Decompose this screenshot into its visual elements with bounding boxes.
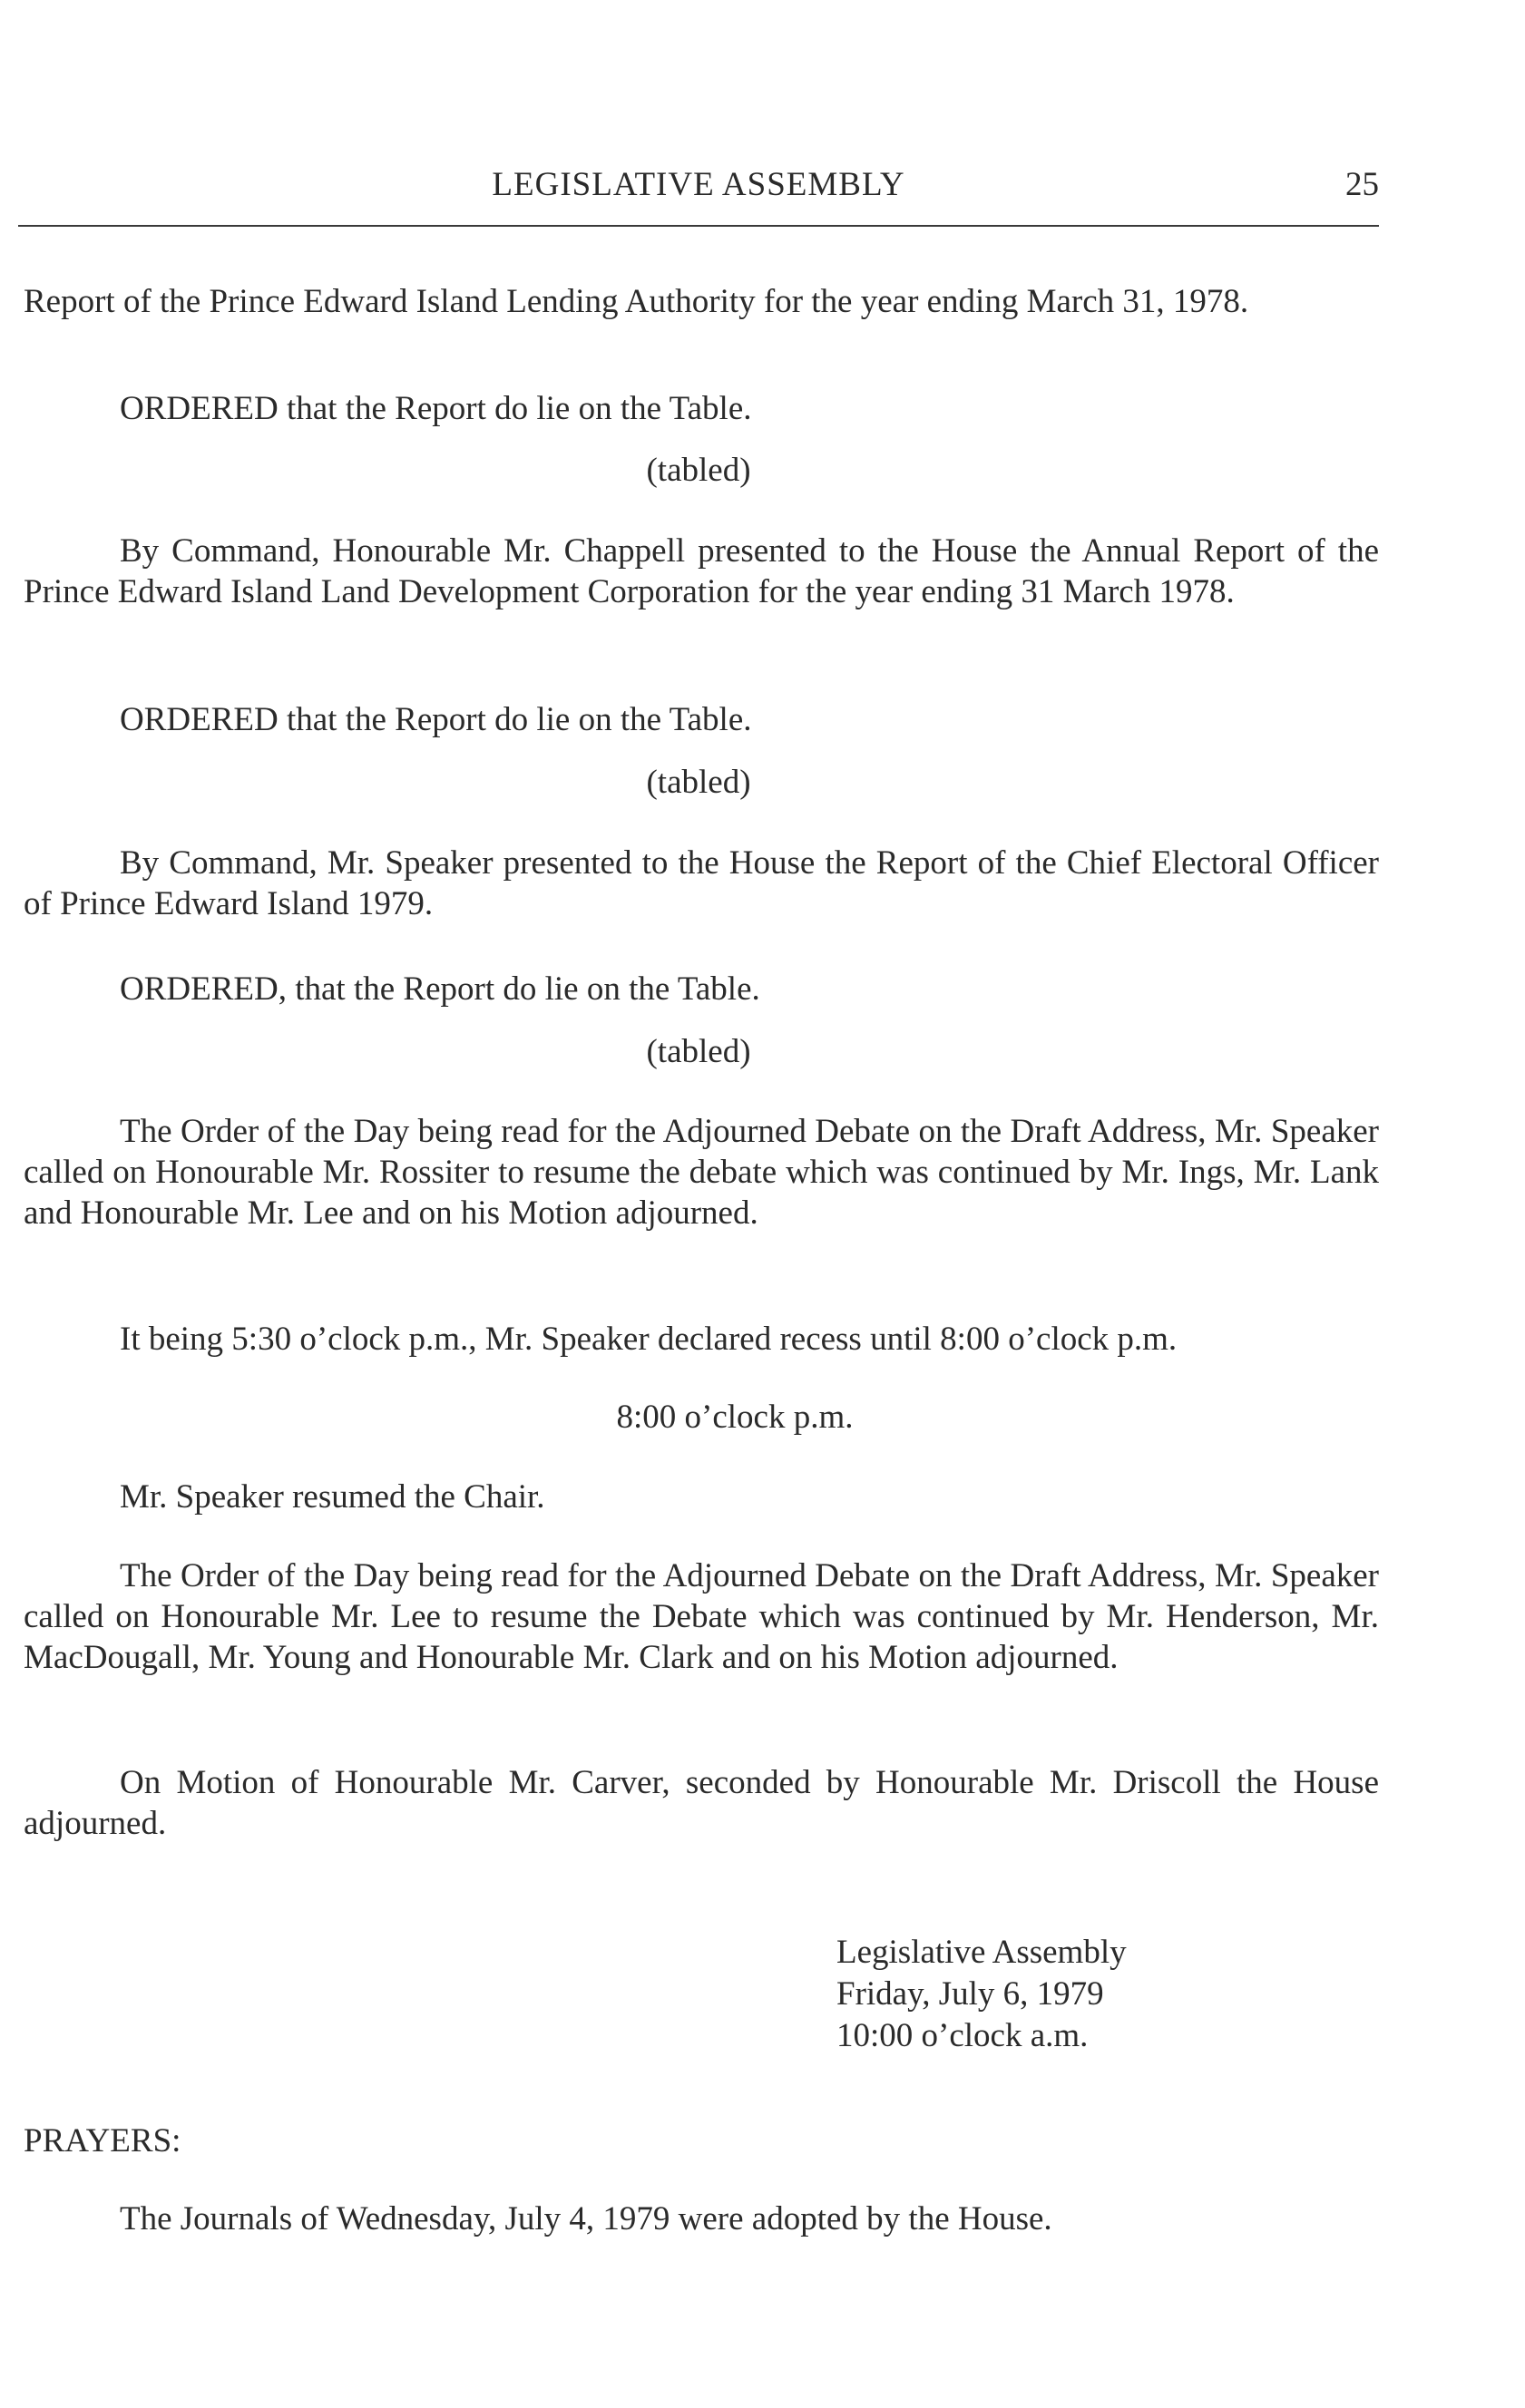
sitting-dateline <box>836 1932 1381 2057</box>
paragraph-ordered-2: ORDERED that the Report do lie on the Table. <box>120 701 752 738</box>
paragraph-adjourned-debate-2: The Order of the Day being read for the Adjourned Debate on the Draft Address, Mr. Speaker called on Honourable Mr. Lee to resume the Debate which was continued by Mr. Henderson, Mr. MacDougall, Mr. Young and Honourable Mr. Clark and on his Motion adjourned. <box>24 1557 1379 1676</box>
dateline-assembly: Legislative Assembly <box>836 1934 1127 1971</box>
tabled-note-3: (tabled) <box>646 1033 751 1070</box>
paragraph-land-development-report: By Command, Honourable Mr. Chappell presented to the House the Annual Report of the Prince Edward Island Land Development Corporation for the year ending 31 March 1978. <box>24 532 1379 610</box>
paragraph-chief-electoral-officer-report: By Command, Mr. Speaker presented to the House the Report of the Chief Electoral Officer of Prince Edward Island 1979. <box>24 844 1379 922</box>
paragraph-recess: It being 5:30 o’clock p.m., Mr. Speaker declared recess until 8:00 o’clock p.m. <box>120 1321 1178 1358</box>
paragraph-ordered-1: ORDERED that the Report do lie on the Table. <box>120 390 752 427</box>
paragraph-journals-adopted: The Journals of Wednesday, July 4, 1979 were adopted by the House. <box>120 2200 1052 2237</box>
prayers-heading: PRAYERS: <box>24 2122 181 2159</box>
page-header <box>18 165 1379 212</box>
header-divider <box>18 225 1379 227</box>
time-heading-evening: 8:00 o’clock p.m. <box>616 1399 854 1436</box>
paragraph-ordered-3: ORDERED, that the Report do lie on the Table. <box>120 970 760 1008</box>
page-number: 25 <box>1345 166 1379 203</box>
tabled-note-1: (tabled) <box>646 452 751 489</box>
dateline-date: Friday, July 6, 1979 <box>836 1975 1104 2013</box>
paragraph-speaker-resumed: Mr. Speaker resumed the Chair. <box>120 1478 545 1516</box>
paragraph-adjourned-debate-1: The Order of the Day being read for the Adjourned Debate on the Draft Address, Mr. Speaker called on Honourable Mr. Rossiter to resume the debate which was continued by Mr. Ings, Mr. Lank and Honourable Mr. Lee and on his Motion adjourned. <box>24 1113 1379 1232</box>
paragraph-lending-authority-report: Report of the Prince Edward Island Lending Authority for the year ending March 31, 1978. <box>24 283 1249 320</box>
paragraph-house-adjourned: On Motion of Honourable Mr. Carver, seconded by Honourable Mr. Driscoll the House adjourned. <box>24 1764 1379 1842</box>
tabled-note-2: (tabled) <box>646 764 751 801</box>
dateline-time: 10:00 o’clock a.m. <box>836 2017 1089 2054</box>
page-title: LEGISLATIVE ASSEMBLY <box>492 166 905 203</box>
